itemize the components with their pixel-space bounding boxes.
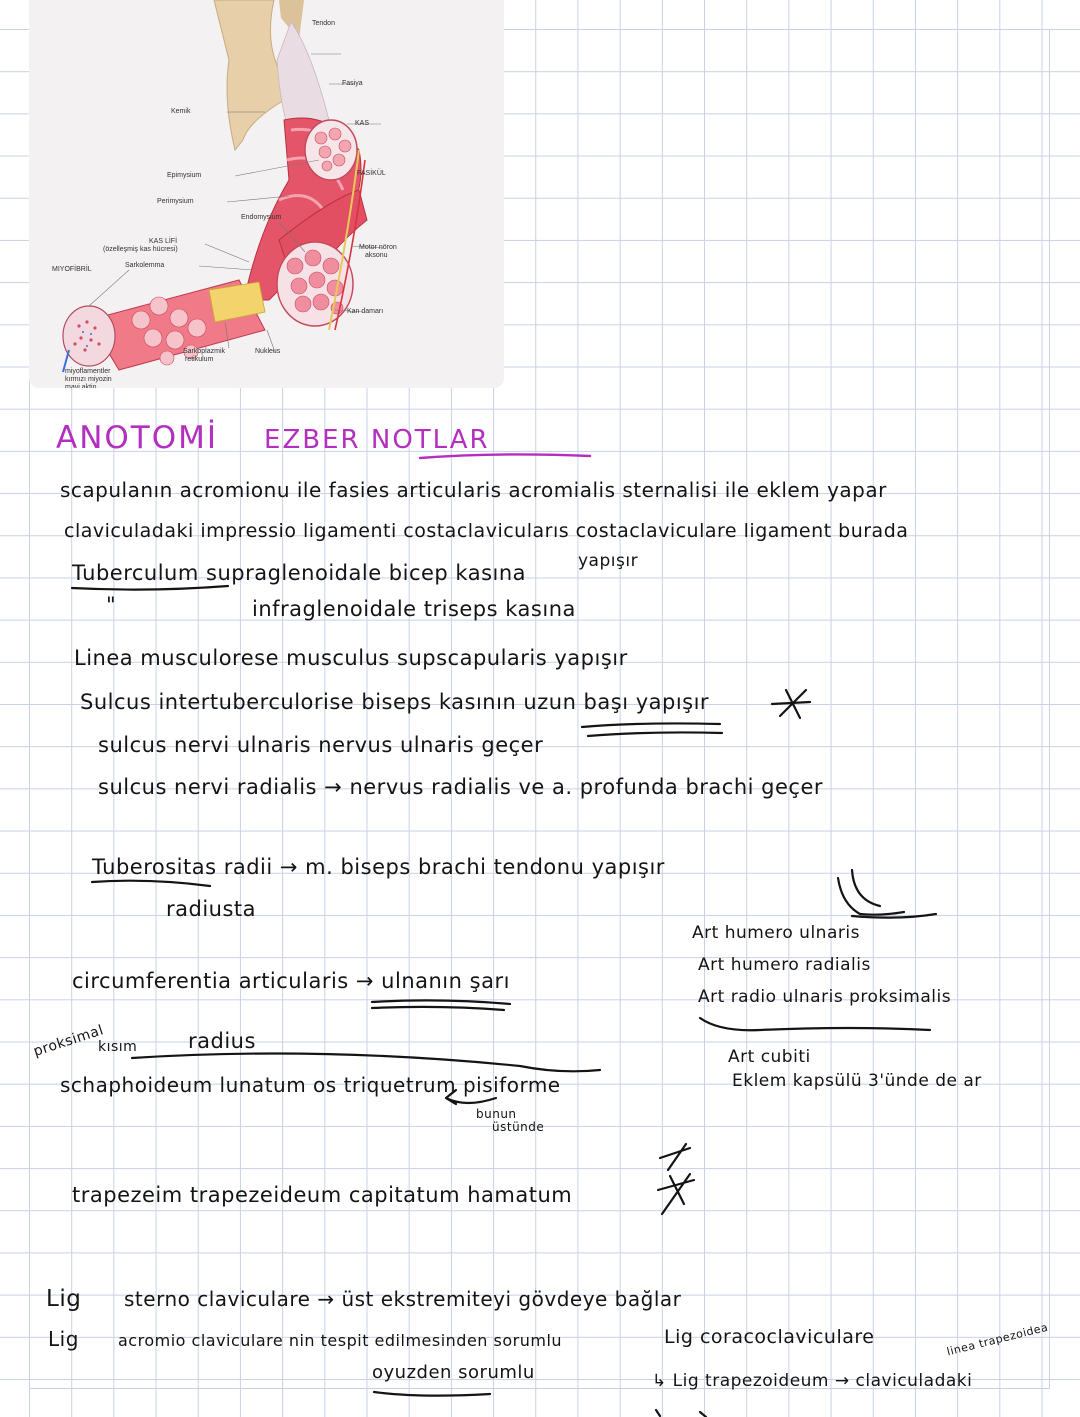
note-line-sulcus-radialis: sulcus nervi radialis → nervus radialis ve a. profunda brachi geçer (98, 775, 824, 799)
label-kan-damari: Kan damarı (347, 308, 384, 315)
note-art-humero-ulnaris: Art humero ulnaris (692, 923, 860, 943)
note-line-coracoclaviculare: Lig coracoclaviculare (664, 1326, 875, 1348)
note-line-sulcus-ulnaris: sulcus nervi ulnaris nervus ulnaris geçer (98, 733, 544, 757)
label-epimysium: Epimysium (167, 172, 202, 179)
note-line-linea-musculorese: Linea musculorese musculus supscapularis yapışır (74, 646, 628, 670)
note-proksimal: proksimal (31, 1022, 106, 1060)
label-fasiya: Fasiya (342, 80, 363, 87)
note-line-acromio-claviculare: acromio claviculare nin tespit edilmesinden sorumlu (118, 1331, 563, 1350)
label-sarkoplazmik-2: retikulum (185, 356, 214, 363)
label-sarkoplazmik: Sarkoplazmik (183, 348, 226, 355)
label-motor-noron: Motor nöron (359, 244, 397, 251)
label-kemik: Kemik (171, 108, 191, 115)
note-lig-1: Lig (46, 1286, 82, 1312)
label-sarkolemma: Sarkolemma (125, 262, 165, 269)
note-kisim: kısım (98, 1039, 138, 1055)
note-line-sulcus-intertuberculorise: Sulcus intertuberculorise biseps kasının uzun başı yapışır (80, 690, 710, 714)
note-line-supraglenoidale: Tuberculum supraglenoidale bicep kasına (72, 561, 527, 585)
note-line-radiusta: radiusta (166, 897, 257, 921)
note-line-oyuzden-sorumlu: oyuzden sorumlu (372, 1362, 535, 1383)
note-linea-trapezoidea: linea trapezoidea (945, 1320, 1050, 1359)
note-line-acromion: scapulanın acromionu ile fasies articularis acromialis sternalisi ile eklem yapar (60, 478, 887, 502)
label-nukleus: Nukleus (255, 348, 281, 355)
note-lig-2: Lig (48, 1327, 79, 1351)
muscle-illustration-icon (29, 0, 504, 388)
note-line-circumferentia: circumferentia articularis → ulnanın şarı (72, 969, 510, 993)
note-line-impressio: claviculadaki impressio ligamenti costaclavicularıs costaclaviculare ligament burada (64, 520, 909, 542)
title-anatomi: ANOTOMİ (56, 420, 219, 456)
label-fasikul: FASİKÜL (357, 170, 386, 177)
label-kas-lifi: KAS LİFİ (149, 238, 178, 245)
label-tendon: Tendon (312, 20, 335, 27)
note-art-humero-radialis: Art humero radialis (698, 955, 871, 975)
label-endomysium: Endomysium (241, 214, 282, 221)
note-art-cubiti: Art cubiti (728, 1047, 811, 1067)
muscle-anatomy-figure (29, 0, 504, 388)
note-art-radio-ulnaris: Art radio ulnaris proksimalis (698, 987, 952, 1007)
note-line-ditto: " (106, 593, 117, 617)
note-line-yapisir-1: yapışır (578, 551, 639, 571)
title-ezber-notlar: EZBER NOTLAR (264, 425, 490, 455)
label-kas: KAS (355, 120, 370, 127)
note-line-lig-trapezoideum: ↳ Lig trapezoideum → claviculadaki (652, 1371, 973, 1391)
note-eklem-kapsulu: Eklem kapsülü 3'ünde de ar (732, 1071, 982, 1091)
note-line-sterno-claviculare: sterno claviculare → üst ekstremiteyi gövdeye bağlar (124, 1287, 682, 1311)
label-miyoflament: miyoflamentler (65, 368, 111, 375)
label-motor-noron-2: aksonu (365, 252, 388, 259)
note-line-infraglenoidale: infraglenoidale triseps kasına (252, 597, 576, 621)
label-perimysium: Perimysium (157, 198, 194, 205)
label-miyofibril: MIYOFİBRİL (52, 266, 92, 273)
note-bunun: bunun (476, 1107, 517, 1121)
label-miyoflament-3: mavi aktin (65, 384, 97, 388)
note-line-carpal-distal: trapezeim trapezeideum capitatum hamatum (72, 1183, 573, 1207)
note-ustunde: üstünde (492, 1120, 545, 1134)
note-radius: radius (188, 1029, 256, 1053)
notes-title (56, 418, 490, 460)
note-line-carpal-proximal: schaphoideum lunatum os triquetrum pisiforme (60, 1073, 561, 1097)
label-kas-lifi-sub: (özelleşmiş kas hücresi) (103, 246, 178, 253)
label-miyoflament-2: kırmızı miyozin (65, 376, 112, 383)
note-line-tuberositas-radii: Tuberositas radii → m. biseps brachi tendonu yapışır (92, 855, 665, 879)
